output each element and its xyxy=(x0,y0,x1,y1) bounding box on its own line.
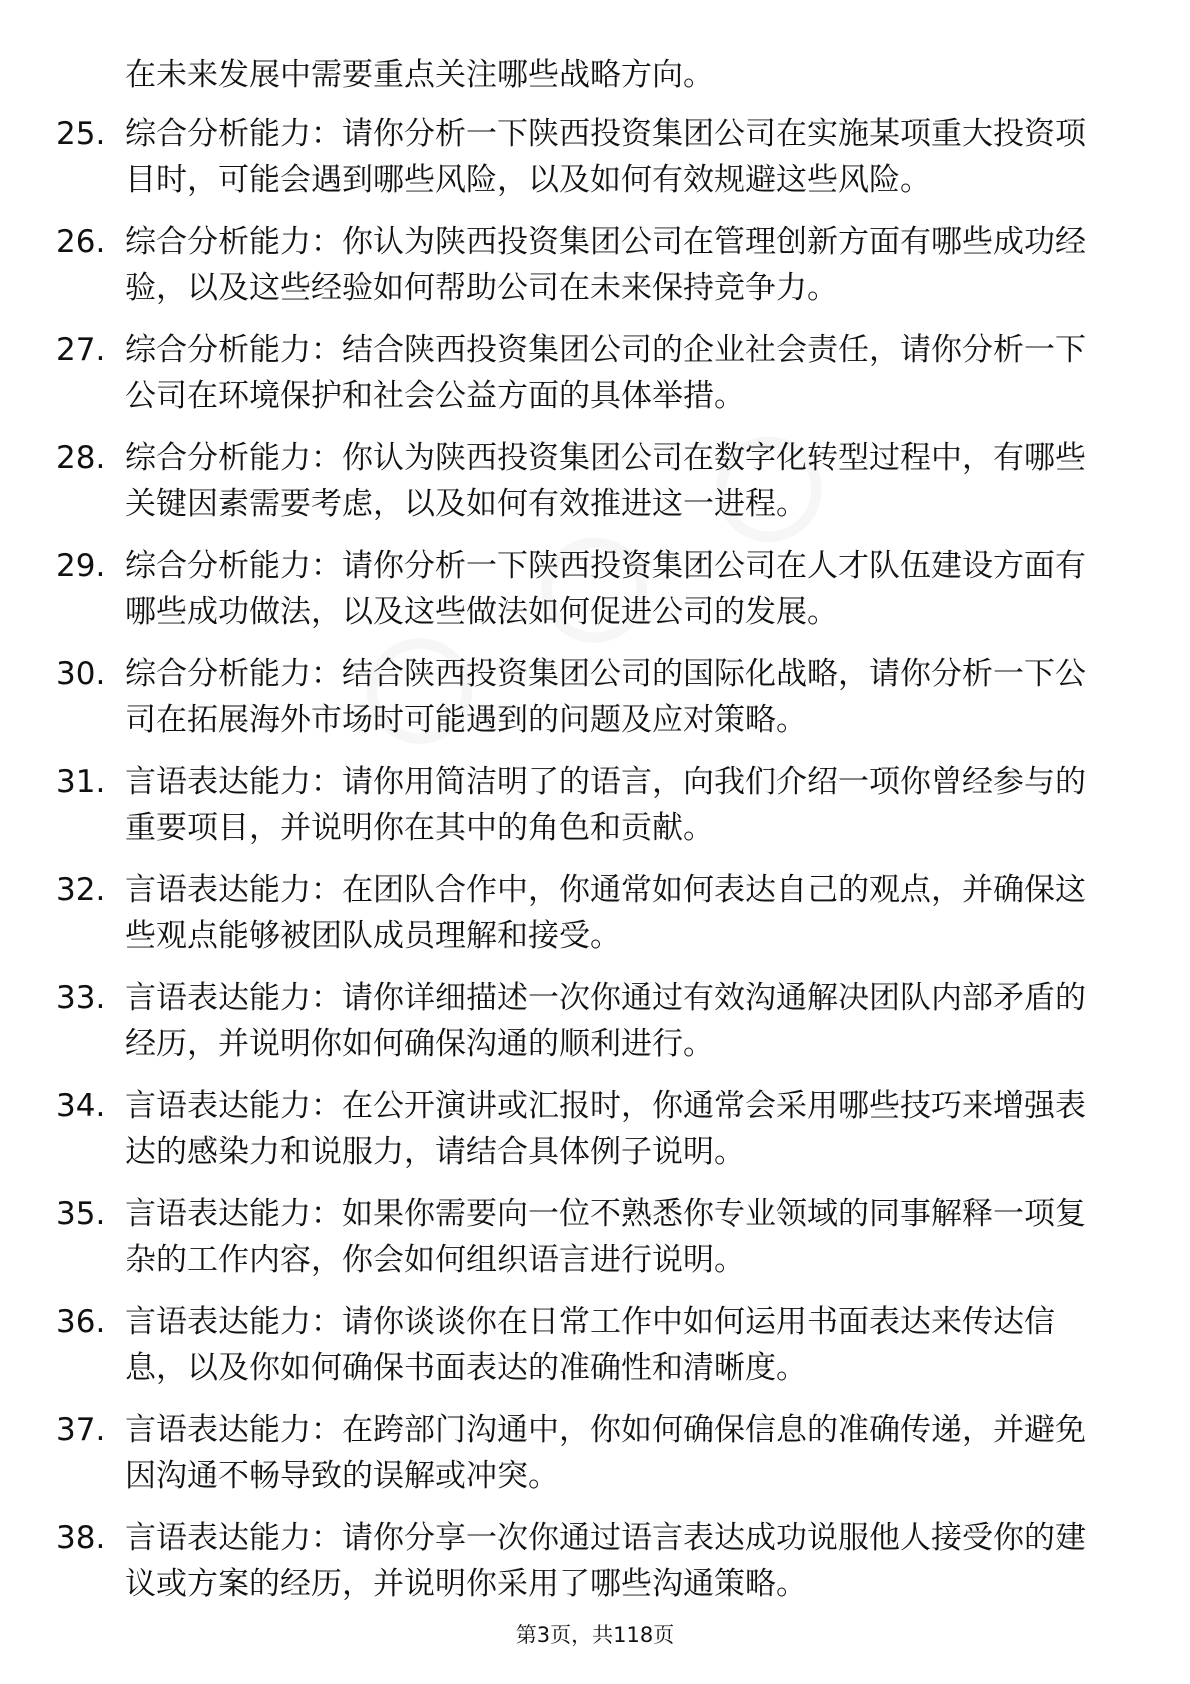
question-text: 言语表达能力：请你用简洁明了的语言，向我们介绍一项你曾经参与的重要项目，并说明你在其中的角色和贡献。 xyxy=(125,764,1086,846)
continuation-text: 在未来发展中需要重点关注哪些战略方向。 xyxy=(125,57,714,93)
question-item xyxy=(0,543,1115,635)
question-text: 综合分析能力：你认为陕西投资集团公司在数字化转型过程中，有哪些关键因素需要考虑，以及如何有效推进这一进程。 xyxy=(125,440,1086,522)
question-item xyxy=(0,219,1115,311)
question-text: 言语表达能力：在公开演讲或汇报时，你通常会采用哪些技巧来增强表达的感染力和说服力，请结合具体例子说明。 xyxy=(125,1088,1086,1170)
question-text: 言语表达能力：在跨部门沟通中，你如何确保信息的准确传递，并避免因沟通不畅导致的误解或冲突。 xyxy=(125,1412,1086,1494)
question-item xyxy=(0,1191,1115,1283)
question-number: 27. xyxy=(56,332,106,368)
question-text: 综合分析能力：你认为陕西投资集团公司在管理创新方面有哪些成功经验，以及这些经验如何帮助公司在未来保持竞争力。 xyxy=(125,224,1086,306)
page-number-footer: 第3页，共118页 xyxy=(515,1623,675,1647)
question-number: 37. xyxy=(56,1412,106,1448)
question-item xyxy=(0,759,1115,851)
question-text: 言语表达能力：请你详细描述一次你通过有效沟通解决团队内部矛盾的经历，并说明你如何确保沟通的顺利进行。 xyxy=(125,980,1086,1062)
question-number: 29. xyxy=(56,548,106,584)
question-number: 36. xyxy=(56,1304,106,1340)
question-number: 31. xyxy=(56,764,106,800)
question-number: 26. xyxy=(56,224,106,260)
question-number: 25. xyxy=(56,116,106,152)
question-list xyxy=(0,111,1190,1623)
question-text: 综合分析能力：请你分析一下陕西投资集团公司在实施某项重大投资项目时，可能会遇到哪些风险，以及如何有效规避这些风险。 xyxy=(125,116,1086,198)
question-number: 38. xyxy=(56,1520,106,1556)
question-item xyxy=(0,1515,1115,1607)
question-item xyxy=(0,111,1115,203)
question-text: 综合分析能力：结合陕西投资集团公司的国际化战略，请你分析一下公司在拓展海外市场时可能遇到的问题及应对策略。 xyxy=(125,656,1086,738)
question-number: 33. xyxy=(56,980,106,1016)
question-number: 28. xyxy=(56,440,106,476)
question-number: 35. xyxy=(56,1196,106,1232)
question-number: 34. xyxy=(56,1088,106,1124)
question-text: 综合分析能力：结合陕西投资集团公司的企业社会责任，请你分析一下公司在环境保护和社会公益方面的具体举措。 xyxy=(125,332,1086,414)
question-text: 言语表达能力：请你谈谈你在日常工作中如何运用书面表达来传达信息，以及你如何确保书面表达的准确性和清晰度。 xyxy=(125,1304,1055,1386)
question-text: 言语表达能力：请你分享一次你通过语言表达成功说服他人接受你的建议或方案的经历，并说明你采用了哪些沟通策略。 xyxy=(125,1520,1086,1602)
question-item xyxy=(0,1407,1115,1499)
question-text: 言语表达能力：如果你需要向一位不熟悉你专业领域的同事解释一项复杂的工作内容，你会如何组织语言进行说明。 xyxy=(125,1196,1086,1278)
question-item xyxy=(0,867,1115,959)
question-text: 综合分析能力：请你分析一下陕西投资集团公司在人才队伍建设方面有哪些成功做法，以及这些做法如何促进公司的发展。 xyxy=(125,548,1086,630)
question-item xyxy=(0,975,1115,1067)
question-item xyxy=(0,651,1115,743)
question-number: 30. xyxy=(56,656,106,692)
question-item xyxy=(0,1083,1115,1175)
question-text: 言语表达能力：在团队合作中，你通常如何表达自己的观点，并确保这些观点能够被团队成员理解和接受。 xyxy=(125,872,1086,954)
question-item xyxy=(0,1299,1115,1391)
question-item xyxy=(0,327,1115,419)
question-item xyxy=(0,435,1115,527)
question-number: 32. xyxy=(56,872,106,908)
